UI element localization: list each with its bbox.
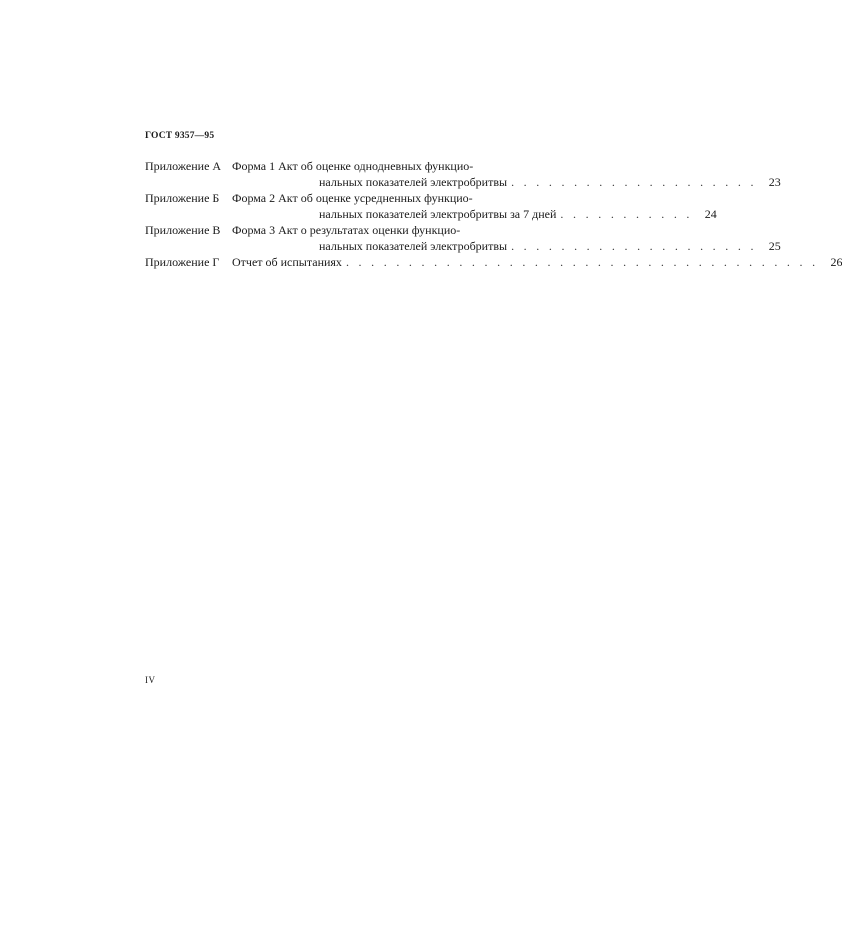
- toc-entry-title: Отчет об испытаниях: [232, 255, 342, 269]
- toc-entry-appendix-b: [145, 190, 717, 222]
- toc-page-number: 23: [768, 175, 781, 189]
- toc-leader-dots: . . . . . . . . . . . . . . . . . . . . . . . . . . . . . . . . . . . . . .: [345, 255, 819, 269]
- toc-entry-appendix-g: [145, 254, 842, 270]
- document-code: ГОСТ 9357—95: [145, 131, 215, 141]
- table-of-contents: [145, 158, 842, 270]
- toc-entry-heading: Приложение Б: [145, 191, 220, 205]
- toc-entry-heading: Приложение В: [145, 223, 221, 237]
- toc-entry-title-continued: нальных показателей электробритвы за 7 дней: [319, 207, 557, 221]
- toc-entry-heading: Приложение А: [145, 159, 222, 173]
- toc-entry-title: Форма 3 Акт о результатах оценки функцио-: [232, 223, 461, 237]
- page-numeral: IV: [145, 675, 156, 685]
- toc-entry-title: Форма 2 Акт об оценке усредненных функцио-: [232, 191, 473, 205]
- toc-entry-appendix-v: [145, 222, 781, 254]
- toc-leader-dots: . . . . . . . . . . . . . . . . . . . .: [511, 239, 757, 253]
- toc-entry-appendix-a: [145, 158, 781, 190]
- toc-entry-title-continued: нальных показателей электробритвы: [319, 239, 508, 253]
- toc-leader-dots: . . . . . . . . . . .: [560, 207, 693, 221]
- toc-entry-title: Форма 1 Акт об оценке однодневных функцио-: [232, 159, 474, 173]
- toc-page-number: 25: [768, 239, 781, 253]
- toc-entry-heading: Приложение Г: [145, 255, 220, 269]
- toc-page-number: 26: [830, 255, 842, 269]
- toc-page-number: 24: [704, 207, 717, 221]
- toc-leader-dots: . . . . . . . . . . . . . . . . . . . .: [511, 175, 757, 189]
- toc-entry-title-continued: нальных показателей электробритвы: [319, 175, 508, 189]
